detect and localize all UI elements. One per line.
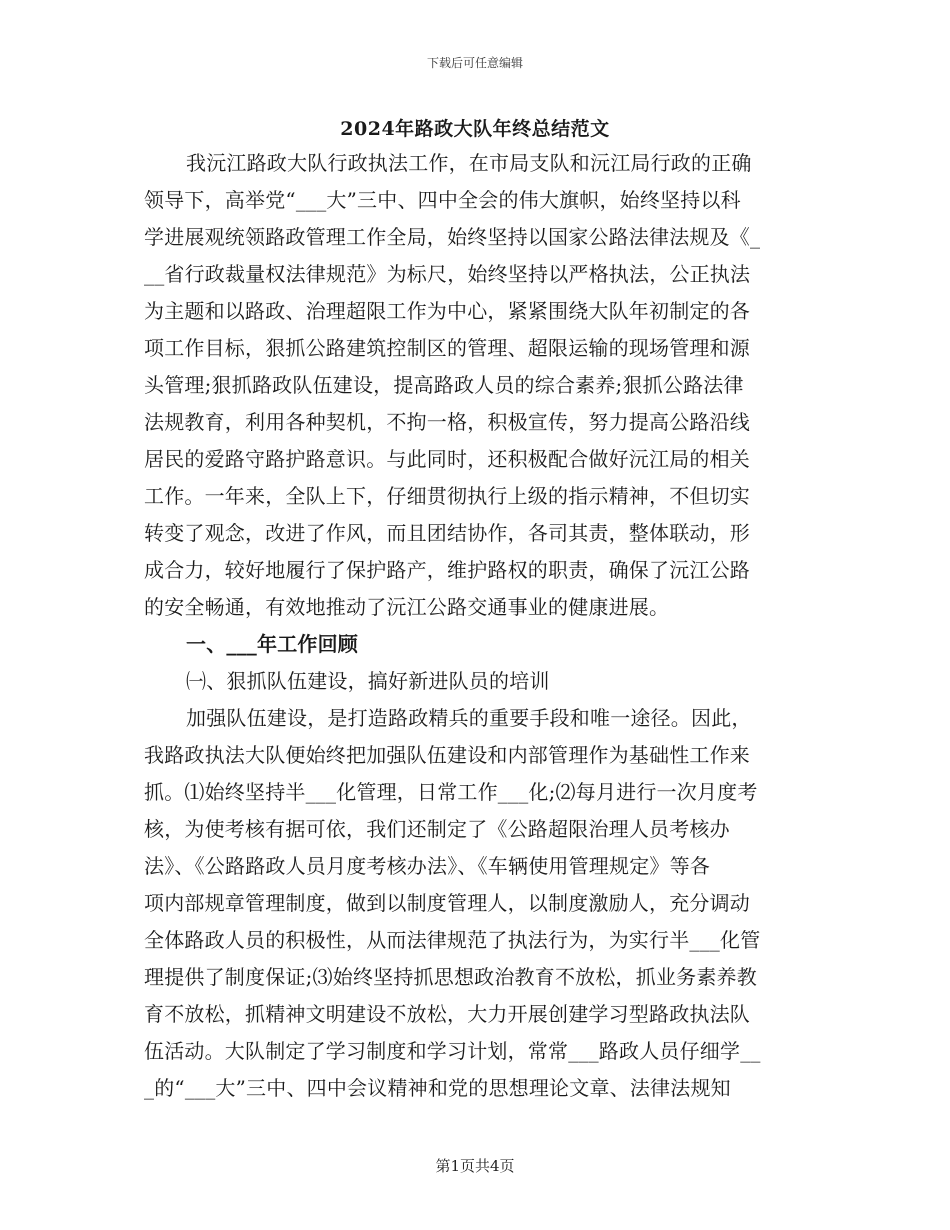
text-line: 我路政执法大队便始终把加强队伍建设和内部管理作为基础性工作来 <box>144 743 750 767</box>
text-line: 核，为使考核有据可依，我们还制定了《公路超限治理人员考核办 <box>144 817 730 841</box>
text-line: 学进展观统领路政管理工作全局，始终坚持以国家公路法律法规及《_ <box>144 225 761 249</box>
text-line: 头管理;狠抓路政队伍建设，提高路政人员的综合素养;狠抓公路法律 <box>144 373 744 397</box>
text-line: __省行政裁量权法律规范》为标尺，始终坚持以严格执法，公正执法 <box>144 262 751 286</box>
text-line: 成合力，较好地履行了保护路产，维护路权的职责，确保了沅江公路 <box>144 558 750 582</box>
text-line: 理提供了制度保证;⑶始终坚持抓思想政治教育不放松，抓业务素养教 <box>144 965 757 989</box>
header-note: 下载后可任意编辑 <box>426 56 523 70</box>
document-title: 2024年路政大队年终总结范文 <box>340 118 610 140</box>
text-line: 法》、《公路路政人员月度考核办法》、《车辆使用管理规定》等各 <box>144 854 710 878</box>
text-line: 的安全畅通，有效地推动了沅江公路交通事业的健康进展。 <box>144 595 670 619</box>
text-line: 工作。一年来，全队上下，仔细贯彻执行上级的指示精神，不但切实 <box>144 484 750 508</box>
text-line: 抓。⑴始终坚持半___化管理，日常工作___化;⑵每月进行一次月度考 <box>144 780 758 804</box>
text-line: 居民的爱路守路护路意识。与此同时，还积极配合做好沅江局的相关 <box>144 447 750 471</box>
subsection-heading: ㈠、狠抓队伍建设，搞好新进队员的培训 <box>186 669 550 693</box>
text-line: 项工作目标，狠抓公路建筑控制区的管理、超限运输的现场管理和源 <box>144 336 750 360</box>
text-line: 育不放松，抓精神文明建设不放松，大力开展创建学习型路政执法队 <box>144 1002 750 1026</box>
text-line: _的“___大”三中、四中会议精神和党的思想理论文章、法律法规知 <box>144 1076 731 1100</box>
text-line: 项内部规章管理制度，做到以制度管理人，以制度激励人，充分调动 <box>144 891 750 915</box>
text-line: 领导下，高举党“___大”三中、四中全会的伟大旗帜，始终坚持以科 <box>144 188 741 212</box>
text-line: 转变了观念，改进了作风，而且团结协作，各司其责，整体联动，形 <box>144 521 750 545</box>
text-line: 加强队伍建设，是打造路政精兵的重要手段和唯一途径。因此， <box>186 706 752 730</box>
text-line: 全体路政人员的积极性，从而法律规范了执法行为，为实行半___化管 <box>144 928 761 952</box>
text-line: 法规教育，利用各种契机，不拘一格，积极宣传，努力提高公路沿线 <box>144 410 750 434</box>
text-line: 我沅江路政大队行政执法工作，在市局支队和沅江局行政的正确 <box>186 151 752 175</box>
text-line: 为主题和以路政、治理超限工作为中心，紧紧围绕大队年初制定的各 <box>144 299 750 323</box>
text-line: 伍活动。大队制定了学习制度和学习计划，常常___路政人员仔细学__ <box>144 1039 761 1063</box>
page-footer: 第1页共4页 <box>435 1157 515 1175</box>
section-heading: 一、___年工作回顾 <box>186 632 358 656</box>
